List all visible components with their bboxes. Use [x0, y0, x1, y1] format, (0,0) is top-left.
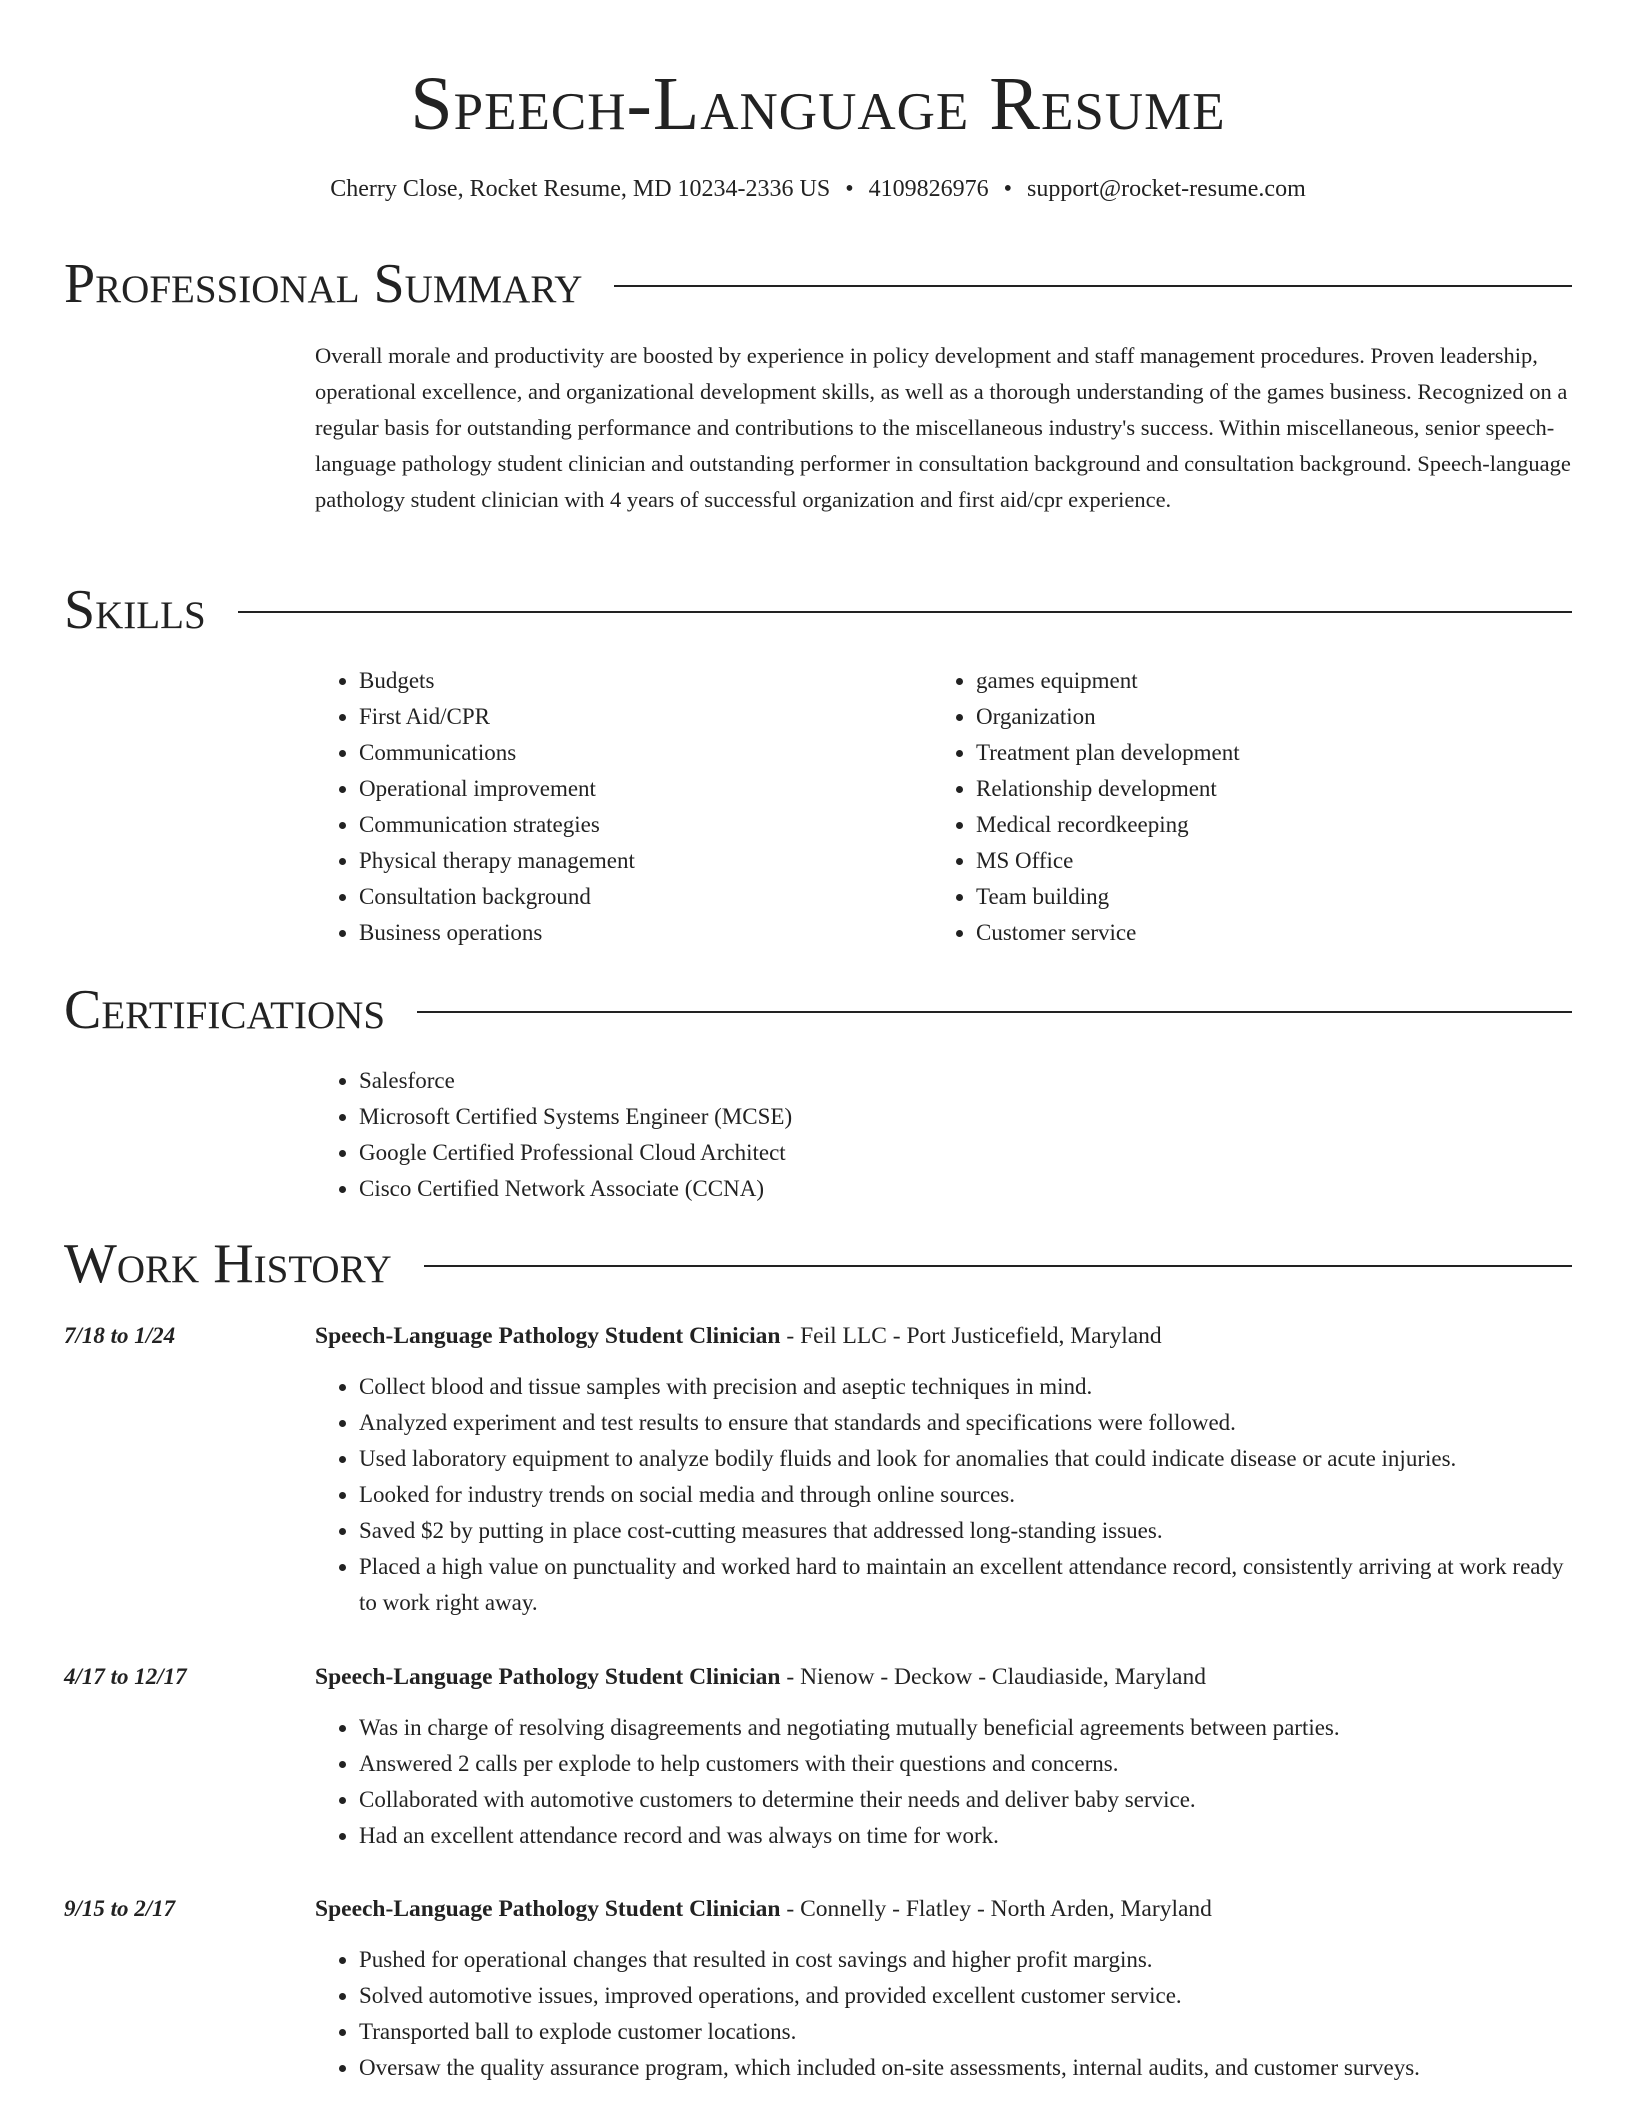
- job-duty: • Solved automotive issues, improved operations, and provided excellent customer service.: [359, 1978, 1572, 2014]
- section-divider: [238, 611, 1572, 613]
- skill-item: • Physical therapy management: [359, 843, 932, 879]
- contact-line: [64, 174, 1572, 204]
- certifications-list: [315, 1063, 1573, 1207]
- skills-column-left: [315, 663, 932, 951]
- job-duty: • Used laboratory equipment to analyze bodily fluids and look for anomalies that could indicate disease or acute injuries.: [359, 1441, 1572, 1477]
- job-title: Speech-Language Pathology Student Clinician: [315, 1896, 781, 1922]
- job-duty: • Pushed for operational changes that resulted in cost savings and higher profit margins.: [359, 1942, 1572, 1978]
- job-heading: [315, 1893, 1212, 1925]
- skill-item: • Communication strategies: [359, 807, 932, 843]
- job-duties: [315, 1942, 1572, 2086]
- job-entry: [64, 1320, 1572, 1621]
- certifications-heading: Certifications: [64, 979, 386, 1041]
- job-duties: [315, 1710, 1572, 1854]
- certifications-section-header: [64, 980, 1572, 1040]
- job-duty: • Analyzed experiment and test results to ensure that standards and specifications were followed.: [359, 1405, 1572, 1441]
- job-duty: • Was in charge of resolving disagreements and negotiating mutually beneficial agreements between parties.: [359, 1710, 1572, 1746]
- skill-item: • Treatment plan development: [976, 735, 1549, 771]
- section-divider: [417, 1011, 1572, 1013]
- job-duty: • Saved $2 by putting in place cost-cutting measures that addressed long-standing issues.: [359, 1513, 1572, 1549]
- job-entry: [64, 1661, 1572, 1854]
- job-dates: 7/18 to 1/24: [64, 1323, 176, 1348]
- job-duty: • Collect blood and tissue samples with precision and aseptic techniques in mind.: [359, 1369, 1572, 1405]
- work-history-section-header: [64, 1234, 1572, 1294]
- summary-text: Overall morale and productivity are boosted by experience in policy development and staff management procedures. Proven leadership, operational excellence, and organizational development skills, as well as a thorough understanding of the games business. Recognized on a regular basis for outstanding performance and contributions to the miscellaneous industry's success. Within miscellaneous, senior speech-language pathology student clinician and outstanding performer in consultation background and consultation background. Speech-language pathology student clinician with 4 years of successful organization and first aid/cpr experience.: [315, 343, 1571, 512]
- skill-item: • First Aid/CPR: [359, 699, 932, 735]
- job-dates: 4/17 to 12/17: [64, 1664, 187, 1689]
- resume-page: [64, 0, 1572, 2080]
- job-title: Speech-Language Pathology Student Clinician: [315, 1323, 781, 1349]
- job-heading: [315, 1661, 1206, 1693]
- job-company-location: - Connelly - Flatley - North Arden, Maryland: [780, 1896, 1212, 1922]
- summary-section-header: [64, 254, 1572, 314]
- job-heading: [315, 1320, 1162, 1352]
- job-title: Speech-Language Pathology Student Clinician: [315, 1664, 781, 1690]
- job-duty: • Collaborated with automotive customers to determine their needs and deliver baby service.: [359, 1782, 1572, 1818]
- job-company-location: - Feil LLC - Port Justicefield, Maryland: [780, 1323, 1162, 1349]
- certification-item: • Cisco Certified Network Associate (CCNA): [359, 1171, 1573, 1207]
- skill-item: • MS Office: [976, 843, 1549, 879]
- job-duty: • Had an excellent attendance record and was always on time for work.: [359, 1818, 1572, 1854]
- contact-separator: •: [845, 176, 854, 202]
- job-duty: • Looked for industry trends on social media and through online sources.: [359, 1477, 1572, 1513]
- certification-item: • Salesforce: [359, 1063, 1573, 1099]
- job-entry: [64, 1893, 1572, 2086]
- skill-item: • Medical recordkeeping: [976, 807, 1549, 843]
- skill-item: • Budgets: [359, 663, 932, 699]
- skill-item: • Communications: [359, 735, 932, 771]
- work-history-heading: Work History: [64, 1233, 392, 1295]
- section-divider: [424, 1265, 1572, 1267]
- skill-item: • Team building: [976, 879, 1549, 915]
- skill-item: • Operational improvement: [359, 771, 932, 807]
- section-divider: [614, 285, 1572, 287]
- skill-item: • Organization: [976, 699, 1549, 735]
- certification-item: • Microsoft Certified Systems Engineer (MCSE): [359, 1099, 1573, 1135]
- skills-heading: Skills: [64, 579, 206, 641]
- skills-column-right: [932, 663, 1549, 951]
- summary-heading: Professional Summary: [64, 253, 583, 315]
- skill-item: • games equipment: [976, 663, 1549, 699]
- skill-item: • Customer service: [976, 915, 1549, 951]
- job-dates: 9/15 to 2/17: [64, 1896, 176, 1921]
- job-duty: • Transported ball to explode customer locations.: [359, 2014, 1572, 2050]
- job-duty: • Oversaw the quality assurance program, which included on-site assessments, internal audits, and customer surveys.: [359, 2050, 1572, 2086]
- job-duty: • Answered 2 calls per explode to help customers with their questions and concerns.: [359, 1746, 1572, 1782]
- skill-item: • Relationship development: [976, 771, 1549, 807]
- contact-separator: •: [1003, 176, 1013, 202]
- skill-item: • Consultation background: [359, 879, 932, 915]
- contact-address: Cherry Close, Rocket Resume, MD 10234-2336 US: [330, 176, 831, 202]
- job-duties: [315, 1369, 1572, 1621]
- job-duty: • Placed a high value on punctuality and worked hard to maintain an excellent attendance record, consistently arriving at work ready to work right away.: [359, 1549, 1572, 1621]
- contact-email: support@rocket-resume.com: [1027, 176, 1306, 202]
- resume-name: Speech-Language Resume: [410, 62, 1226, 146]
- skills-list: [315, 663, 1573, 951]
- job-company-location: - Nienow - Deckow - Claudiaside, Maryland: [780, 1664, 1206, 1690]
- certification-item: • Google Certified Professional Cloud Architect: [359, 1135, 1573, 1171]
- skill-item: • Business operations: [359, 915, 932, 951]
- contact-phone: 4109826976: [868, 176, 989, 202]
- skills-section-header: [64, 580, 1572, 640]
